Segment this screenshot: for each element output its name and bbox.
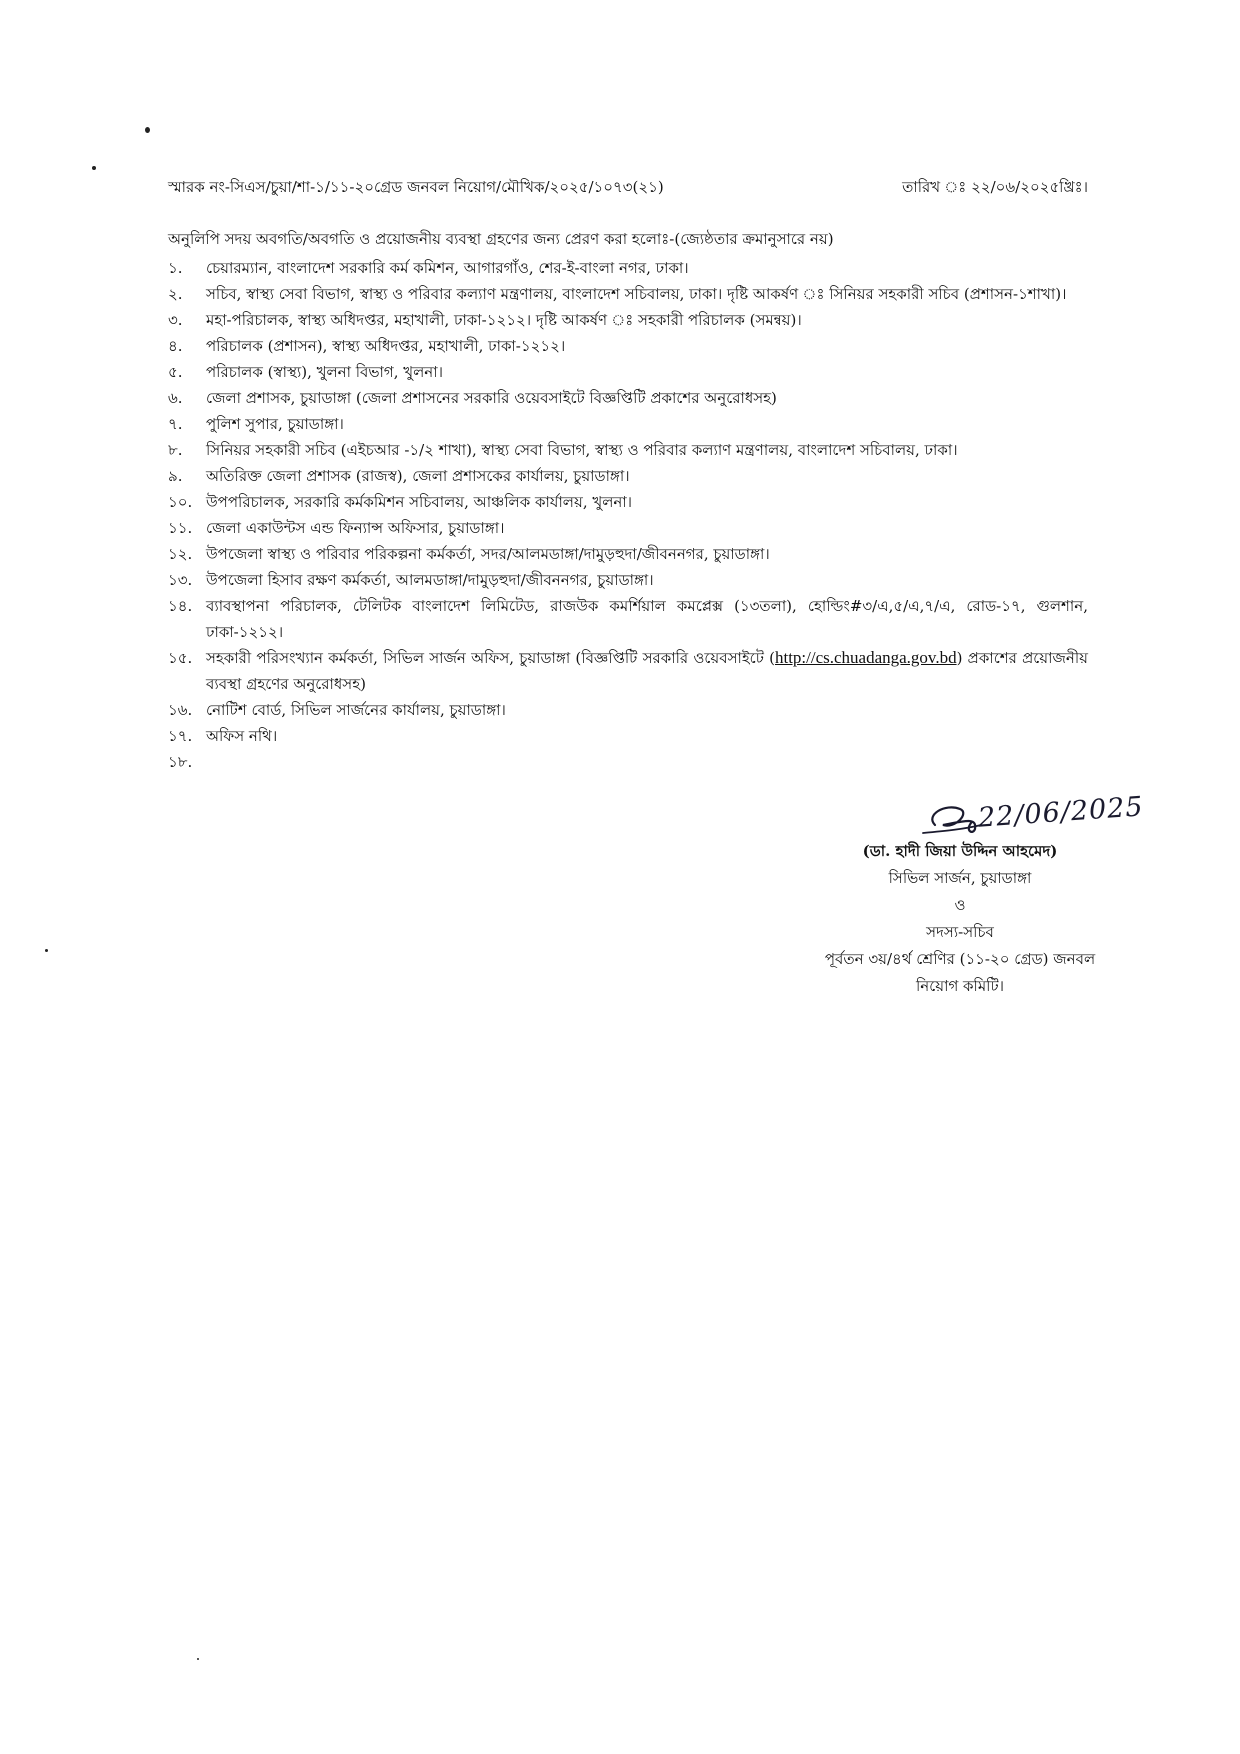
list-item: ৫. পরিচালক (স্বাস্থ্য), খুলনা বিভাগ, খুলনা। — [168, 363, 443, 381]
list-item: ১২. উপজেলা স্বাস্থ্য ও পরিবার পরিকল্পনা কর্মকর্তা, সদর/আলমডাঙ্গা/দামুড়হুদা/জীবননগর, চুয়াডাঙ্গা। — [168, 545, 770, 563]
scan-speck — [45, 949, 48, 952]
website-link[interactable]: http://cs.chuadanga.gov.bd — [774, 648, 957, 667]
committee-line-2: নিয়োগ কমিটি। — [916, 977, 1004, 995]
list-item: ১. চেয়ারম্যান, বাংলাদেশ সরকারি কর্ম কমিশন, আগারগাঁও, শের-ই-বাংলা নগর, ঢাকা। — [168, 259, 689, 277]
signature-date: 22/06/2025 — [977, 791, 1145, 834]
list-item: ৪. পরিচালক (প্রশাসন), স্বাস্থ্য অধিদপ্তর, মহাখালী, ঢাকা-১২১২। — [168, 337, 566, 355]
scan-speck — [145, 127, 150, 133]
signer-block — [770, 838, 1150, 1000]
list-item: ১৮. — [168, 753, 193, 771]
list-item: ১৪. ব্যাবস্থাপনা পরিচালক, টেলিটক বাংলাদেশ লিমিটেড, রাজউক কমর্শিয়াল কমপ্লেক্স (১৩তলা), হোল্ডিং#৩/এ,৫/এ,৭/এ, রোড-১৭, গুলশান, ঢাকা-১২১২। — [168, 597, 1088, 641]
memo-number: স্মারক নং-সিএস/চুয়া/শা-১/১১-২০গ্রেড জনবল নিয়োগ/মৌখিক/২০২৫/১০৭৩(২১) — [168, 178, 664, 196]
list-item: ১৫. সহকারী পরিসংখ্যান কর্মকর্তা, সিভিল সার্জন অফিস, চুয়াডাঙ্গা (বিজ্ঞপ্তিটি সরকারি ওয়েবসাইটে (http://cs.chuadanga.gov.bd) প্রকাশের প্রয়োজনীয় ব্যবস্থা গ্রহণের অনুরোধসহ) — [168, 648, 1088, 693]
signer-title: সিভিল সার্জন, চুয়াডাঙ্গা — [888, 869, 1032, 887]
list-item: ৩. মহা-পরিচালক, স্বাস্থ্য অধিদপ্তর, মহাখালী, ঢাকা-১২১২। দৃষ্টি আকর্ষণ ঃ সহকারী পরিচালক (সমন্বয়)। — [168, 311, 802, 329]
list-item: ৮. সিনিয়র সহকারী সচিব (এইচআর -১/২ শাখা), স্বাস্থ্য সেবা বিভাগ, স্বাস্থ্য ও পরিবার কল্যাণ মন্ত্রণালয়, বাংলাদেশ সচিবালয়, ঢাকা। — [168, 441, 958, 459]
signer-member-title: সদস্য-সচিব — [926, 923, 994, 941]
list-item: ২. সচিব, স্বাস্থ্য সেবা বিভাগ, স্বাস্থ্য ও পরিবার কল্যাণ মন্ত্রণালয়, বাংলাদেশ সচিবালয়, ঢাকা। দৃষ্টি আকর্ষণ ঃ সিনিয়র সহকারী সচিব (প্রশাসন-১শাখা)। — [168, 285, 1067, 303]
scan-speck — [197, 1658, 199, 1660]
memo-date: তারিখ ঃ ২২/০৬/২০২৫খ্রিঃ। — [902, 178, 1088, 196]
list-item: ১৬. নোটিশ বোর্ড, সিভিল সার্জনের কার্যালয়, চুয়াডাঙ্গা। — [168, 701, 506, 719]
list-item: ১০. উপপরিচালক, সরকারি কর্মকমিশন সচিবালয়, আঞ্চলিক কার্যালয়, খুলনা। — [168, 493, 633, 511]
list-item: ৭. পুলিশ সুপার, চুয়াডাঙ্গা। — [168, 415, 344, 433]
list-item: ১৭. অফিস নথি। — [168, 727, 278, 745]
list-item: ৬. জেলা প্রশাসক, চুয়াডাঙ্গা (জেলা প্রশাসনের সরকারি ওয়েবসাইটে বিজ্ঞপ্তিটি প্রকাশের অনুরোধসহ) — [168, 389, 777, 407]
scan-speck — [92, 166, 96, 170]
distribution-intro: অনুলিপি সদয় অবগতি/অবগতি ও প্রয়োজনীয় ব্যবস্থা গ্রহণের জন্য প্রেরণ করা হলোঃ-(জ্যেষ্ঠতার ক্রমানুসারে নয়) — [168, 230, 834, 248]
committee-line-1: পূর্বতন ৩য়/৪র্থ শ্রেণির (১১-২০ গ্রেড) জনবল — [824, 950, 1096, 968]
recipient-list — [168, 255, 1088, 775]
list-item: ১১. জেলা একাউন্টস এন্ড ফিন্যান্স অফিসার, চুয়াডাঙ্গা। — [168, 519, 505, 537]
signer-conjunction: ও — [954, 896, 966, 914]
list-item: ৯. অতিরিক্ত জেলা প্রশাসক (রাজস্ব), জেলা প্রশাসকের কার্যালয়, চুয়াডাঙ্গা। — [168, 467, 630, 485]
signer-name: (ডা. হাদী জিয়া উদ্দিন আহমেদ) — [862, 842, 1058, 860]
list-item: ১৩. উপজেলা হিসাব রক্ষণ কর্মকর্তা, আলমডাঙ্গা/দামুড়হুদা/জীবননগর, চুয়াডাঙ্গা। — [168, 571, 654, 589]
